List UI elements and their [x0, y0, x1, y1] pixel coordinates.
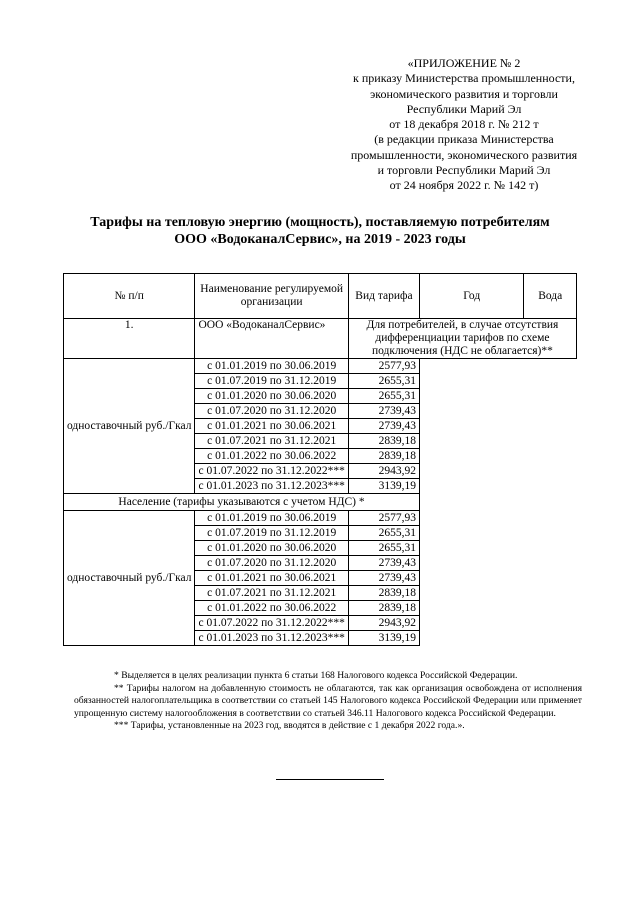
value-cell: 2943,92 [348, 616, 419, 631]
value-cell: 2739,43 [348, 571, 419, 586]
value-cell: 2839,18 [348, 586, 419, 601]
period-cell: с 01.01.2020 по 30.06.2020 [195, 541, 348, 556]
footnote: ** Тарифы налогом на добавленную стоимость не облагаются, так как организация освобождена от исполнения обязанностей налогоплательщика в соответствии со статьей 145 Налогового кодекса Российской Федерации или применяет упрощенную систему налогообложения в соответствии со статьей 346.11 Налогового кодекса Российской Федерации. [74, 682, 582, 719]
value-cell: 2577,93 [348, 511, 419, 526]
value-cell: 2739,43 [348, 556, 419, 571]
appendix-line: промышленности, экономического развития [350, 147, 578, 162]
table-header-row [64, 274, 577, 319]
appendix-line: от 18 декабря 2018 г. № 212 т [389, 117, 539, 132]
value-cell: 2577,93 [348, 359, 419, 374]
document-title [40, 214, 600, 248]
period-cell: с 01.01.2021 по 30.06.2021 [195, 419, 348, 434]
period-cell: с 01.01.2023 по 31.12.2023*** [195, 479, 348, 494]
appendix-line: и торговли Республики Марий Эл [377, 163, 551, 178]
period-cell: с 01.07.2020 по 31.12.2020 [195, 556, 348, 571]
value-cell: 3139,19 [348, 631, 419, 646]
section-condition-row [64, 319, 577, 359]
period-cell: с 01.07.2022 по 31.12.2022*** [195, 464, 348, 479]
tariff-type-cell: одноставочный руб./Гкал [64, 359, 195, 494]
section-condition: Для потребителей, в случае отсутствия дифференциации тарифов по схеме подключения (НДС не облагается)** [348, 319, 576, 359]
title-line-2: ООО «ВодоканалСервис», на 2019 - 2023 годы [174, 232, 466, 247]
period-cell: с 01.01.2022 по 30.06.2022 [195, 449, 348, 464]
footnote: * Выделяется в целях реализации пункта 6 статьи 168 Налогового кодекса Российской Федерации. [114, 670, 518, 681]
footnotes [74, 670, 582, 733]
value-cell: 2655,31 [348, 389, 419, 404]
appendix-line: Республики Марий Эл [406, 101, 522, 116]
value-cell: 2739,43 [348, 419, 419, 434]
value-cell: 2943,92 [348, 464, 419, 479]
title-line-1: Тарифы на тепловую энергию (мощность), поставляемую потребителям [90, 215, 550, 230]
value-cell: 2739,43 [348, 404, 419, 419]
appendix-line: от 24 ноября 2022 г. № 142 т) [389, 178, 539, 193]
appendix-line: (в редакции приказа Министерства [374, 132, 554, 147]
header-year: Год [420, 274, 524, 319]
period-cell: с 01.07.2020 по 31.12.2020 [195, 404, 348, 419]
appendix-line: экономического развития и торговли [370, 86, 558, 101]
value-cell: 2655,31 [348, 374, 419, 389]
period-cell: с 01.07.2019 по 31.12.2019 [195, 526, 348, 541]
value-cell: 2839,18 [348, 449, 419, 464]
organization-name: ООО «ВодоканалСервис» [195, 319, 348, 359]
period-cell: с 01.07.2021 по 31.12.2021 [195, 586, 348, 601]
appendix-header [330, 56, 598, 194]
section-condition-row [64, 494, 577, 511]
tariff-type-cell: одноставочный руб./Гкал [64, 511, 195, 646]
period-cell: с 01.01.2023 по 31.12.2023*** [195, 631, 348, 646]
period-cell: с 01.01.2021 по 30.06.2021 [195, 571, 348, 586]
value-cell: 2655,31 [348, 526, 419, 541]
table-row [64, 359, 577, 374]
period-cell: с 01.07.2019 по 31.12.2019 [195, 374, 348, 389]
value-cell: 2839,18 [348, 434, 419, 449]
appendix-line: «ПРИЛОЖЕНИЕ № 2 [407, 56, 521, 70]
header-org: Наименование регулируемой организации [195, 274, 348, 319]
footnote: *** Тарифы, установленные на 2023 год, вводятся в действие с 1 декабря 2022 года.». [114, 720, 465, 731]
appendix-line: к приказу Министерства промышленности, [353, 71, 575, 86]
period-cell: с 01.01.2019 по 30.06.2019 [195, 511, 348, 526]
header-water: Вода [524, 274, 577, 319]
section-condition: Население (тарифы указываются с учетом НДС) * [64, 494, 420, 511]
period-cell: с 01.01.2020 по 30.06.2020 [195, 389, 348, 404]
value-cell: 3139,19 [348, 479, 419, 494]
header-num: № п/п [64, 274, 195, 319]
separator-line [276, 779, 384, 780]
value-cell: 2655,31 [348, 541, 419, 556]
period-cell: с 01.01.2022 по 30.06.2022 [195, 601, 348, 616]
value-cell: 2839,18 [348, 601, 419, 616]
header-tariff-type: Вид тарифа [348, 274, 419, 319]
tariff-table [63, 273, 577, 646]
row-number: 1. [64, 319, 195, 359]
table-row [64, 511, 577, 526]
period-cell: с 01.07.2021 по 31.12.2021 [195, 434, 348, 449]
period-cell: с 01.07.2022 по 31.12.2022*** [195, 616, 348, 631]
period-cell: с 01.01.2019 по 30.06.2019 [195, 359, 348, 374]
